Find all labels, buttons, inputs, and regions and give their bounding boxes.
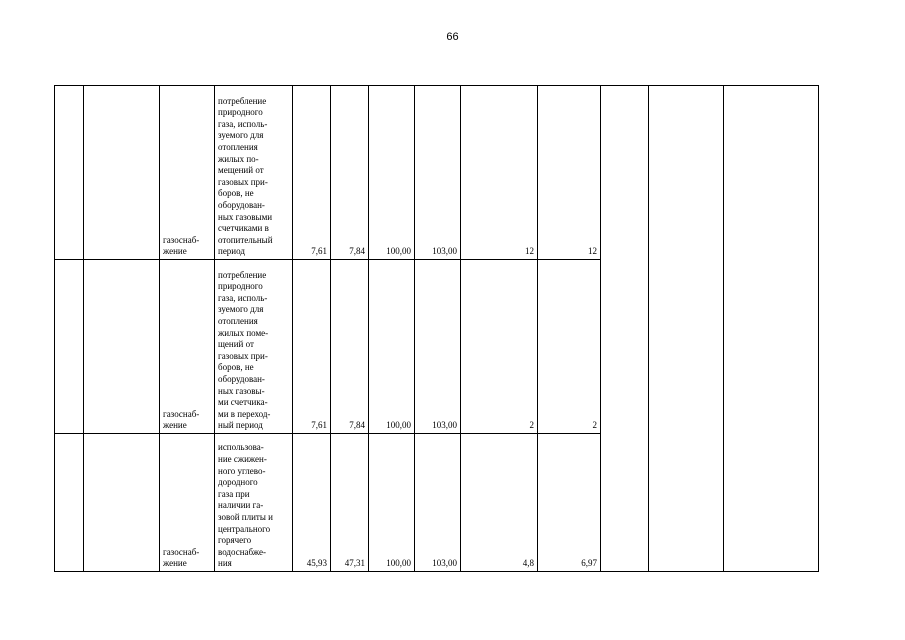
empty-cell (84, 86, 160, 260)
empty-cell (55, 86, 84, 260)
description-line: оборудован- (218, 200, 265, 211)
description-line: потребление (218, 269, 267, 280)
description-line: зуемого для (218, 304, 264, 315)
description-line: ми счетчика- (218, 397, 268, 408)
description-line: ного углево- (218, 465, 266, 476)
value-cell: 103,00 (415, 260, 461, 434)
empty-cell (601, 86, 649, 572)
description-line: газа при (218, 488, 250, 499)
description-line: ние сжижен- (218, 454, 267, 465)
value-cell: 100,00 (369, 86, 415, 260)
value-cell: 4,8 (461, 434, 538, 572)
description-line: центрального (218, 523, 271, 534)
description-line: дородного (218, 477, 258, 488)
description-line: ных газовыми (218, 211, 273, 222)
description-line: ных газовы- (218, 385, 265, 396)
description-line: отопления (218, 316, 258, 327)
description-line: боров, не (218, 362, 254, 373)
value-cell: 103,00 (415, 86, 461, 260)
description-line: ный период (218, 420, 263, 431)
empty-cell (55, 260, 84, 434)
table-row (55, 86, 819, 260)
value-cell: 2 (461, 260, 538, 434)
value-cell: 6,97 (538, 434, 601, 572)
empty-cell (55, 434, 84, 572)
description-cell (215, 434, 293, 572)
description-line: газа, исполь- (218, 292, 268, 303)
description-line: боров, не (218, 188, 254, 199)
description-line: природного (218, 107, 263, 118)
description-line: жилых поме- (218, 327, 269, 338)
description-line: наличии га- (218, 500, 264, 511)
description-line: использова- (218, 442, 264, 453)
service-cell: газоснаб- жение (160, 260, 215, 434)
value-cell: 100,00 (369, 434, 415, 572)
description-line: водоснабже- (218, 546, 266, 557)
description-line: счетчиками в (218, 223, 269, 234)
description-line: ми в переход- (218, 408, 271, 419)
tariff-table (54, 85, 819, 572)
description-line: оборудован- (218, 374, 265, 385)
empty-cell (724, 86, 819, 572)
description-line: отопления (218, 142, 258, 153)
empty-cell (84, 260, 160, 434)
value-cell: 12 (461, 86, 538, 260)
description-line: мещений от (218, 165, 264, 176)
empty-cell (649, 86, 724, 572)
description-line: потребление (218, 95, 267, 106)
description-cell (215, 260, 293, 434)
value-cell: 2 (538, 260, 601, 434)
description-line: щений от (218, 339, 254, 350)
value-cell: 12 (538, 86, 601, 260)
description-line: отопительный (218, 234, 273, 245)
empty-cell (84, 434, 160, 572)
service-cell: газоснаб- жение (160, 434, 215, 572)
description-line: ния (218, 558, 232, 569)
value-cell: 100,00 (369, 260, 415, 434)
description-line: газовых при- (218, 350, 268, 361)
description-line: природного (218, 281, 263, 292)
description-line: газовых при- (218, 176, 268, 187)
description-line: зовой плиты и (218, 512, 273, 523)
value-cell: 7,61 (293, 260, 331, 434)
value-cell: 7,61 (293, 86, 331, 260)
description-line: период (218, 246, 245, 257)
page-number: 66 (446, 31, 459, 43)
value-cell: 45,93 (293, 434, 331, 572)
value-cell: 47,31 (331, 434, 369, 572)
description-line: жилых по- (218, 153, 259, 164)
description-line: газа, исполь- (218, 118, 268, 129)
description-line: зуемого для (218, 130, 264, 141)
service-cell: газоснаб- жение (160, 86, 215, 260)
description-line: горячего (218, 535, 252, 546)
value-cell: 103,00 (415, 434, 461, 572)
value-cell: 7,84 (331, 86, 369, 260)
description-cell (215, 86, 293, 260)
value-cell: 7,84 (331, 260, 369, 434)
